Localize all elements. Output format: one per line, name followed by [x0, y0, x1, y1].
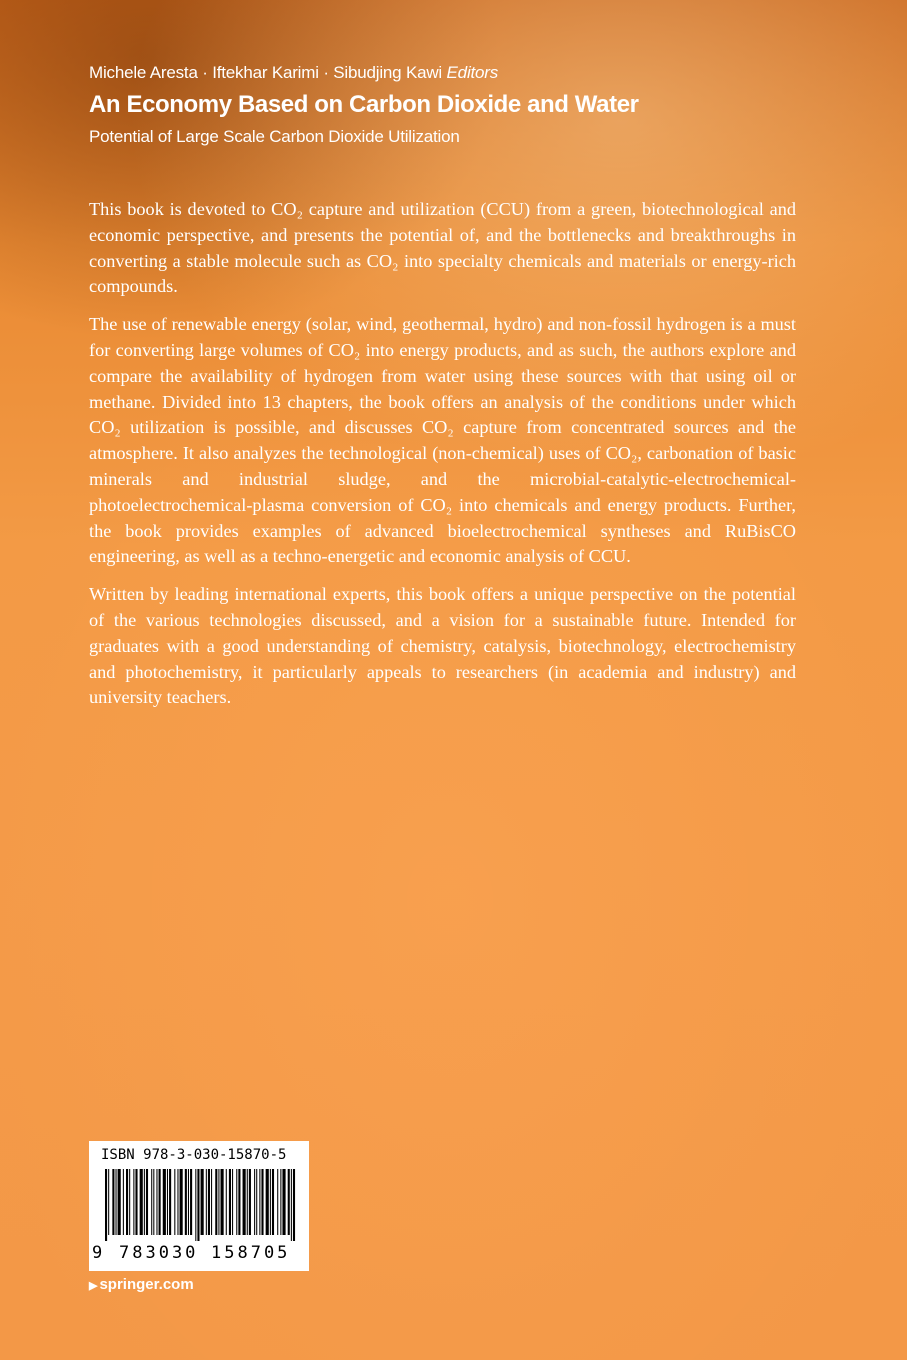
publisher-url: springer.com — [99, 1276, 194, 1293]
barcode-bar — [277, 1169, 278, 1235]
barcode-bar — [133, 1169, 134, 1235]
barcode-bar — [221, 1169, 224, 1235]
barcode-bar — [238, 1169, 240, 1235]
book-subtitle: Potential of Large Scale Carbon Dioxide Utilization — [89, 127, 460, 146]
barcode-bar — [188, 1169, 189, 1235]
barcode-bar — [256, 1169, 257, 1235]
editors-names: Michele Aresta · Iftekhar Karimi · Sibudjing Kawi — [89, 63, 443, 82]
barcode-bar — [195, 1169, 196, 1241]
description-paragraph-2: The use of renewable energy (solar, wind, geothermal, hydro) and non-fossil hydrogen is a must for converting large volumes of CO₂ into energy products, and as such, the authors explore and compare the availability of hydrogen from water using these sources with that using oil or methane. Divided into 13 chapters, the book offers an analysis of the conditions under which CO₂ utilization is possible, and discusses CO₂ capture from concentrated sources and the atmosphere. It also analyzes the technological (non-chemical) uses of CO₂, carbonation of basic minerals and industrial sludge, and the microbial-catalytic-electrochemical-photoelectrochemical-plasma conversion of CO₂ into chemicals and energy products. Further, the book provides examples of advanced bioelectrochemical syntheses and RuBisCO engineering, as well as a techno-energetic and economic analysis of CCU. — [89, 314, 796, 567]
barcode-bar — [108, 1169, 109, 1235]
isbn-label: ISBN 978-3-030-15870-5 — [101, 1147, 287, 1163]
barcode-bar — [197, 1169, 199, 1241]
barcode-bar — [180, 1169, 183, 1235]
barcode-bar — [282, 1169, 285, 1235]
barcode-bar — [218, 1169, 219, 1235]
barcode-bar — [266, 1169, 269, 1235]
barcode-bar — [129, 1169, 130, 1235]
barcode-bar — [201, 1169, 204, 1235]
barcode-bar — [123, 1169, 124, 1235]
barcode-bar — [118, 1169, 121, 1235]
barcode-bar — [270, 1169, 271, 1235]
barcode-bar — [247, 1169, 248, 1235]
barcode-bar — [156, 1169, 157, 1235]
barcode-bar — [211, 1169, 212, 1235]
barcode-bar — [243, 1169, 246, 1235]
barcode-bar — [151, 1169, 152, 1235]
barcode-bar — [126, 1169, 128, 1235]
barcode-bar — [293, 1169, 295, 1241]
barcode-bar — [208, 1169, 210, 1235]
barcode-bar — [146, 1169, 148, 1235]
barcode-bar — [167, 1169, 168, 1235]
barcode-bar — [174, 1169, 175, 1235]
barcode-bar — [236, 1169, 237, 1235]
barcode-bars — [99, 1169, 299, 1241]
barcode-bar — [261, 1169, 263, 1235]
barcode-bar — [135, 1169, 137, 1235]
barcode-bar — [116, 1169, 117, 1235]
barcode-bar — [185, 1169, 187, 1235]
barcode-bar — [229, 1169, 231, 1235]
barcode-bar — [112, 1169, 114, 1235]
barcode-bar — [144, 1169, 145, 1235]
barcode-bar — [254, 1169, 255, 1235]
barcode-bar — [153, 1169, 154, 1235]
barcode-bar — [140, 1169, 143, 1235]
ean-left-group: 783030 — [119, 1243, 199, 1263]
ean-right-group: 158705 — [211, 1243, 291, 1263]
barcode-bar — [280, 1169, 281, 1235]
barcode-bar — [259, 1169, 260, 1235]
barcode-bar — [190, 1169, 192, 1235]
ean-first-digit: 9 — [92, 1243, 103, 1263]
barcode-bar — [272, 1169, 274, 1235]
book-title: An Economy Based on Carbon Dioxide and Water — [89, 91, 639, 118]
ean-digits — [89, 1243, 309, 1267]
barcode-bar — [159, 1169, 161, 1235]
barcode-bar — [163, 1169, 166, 1235]
triangle-right-icon: ▶ — [89, 1280, 98, 1292]
publisher-link[interactable] — [89, 1276, 194, 1293]
isbn-barcode — [89, 1141, 309, 1271]
editors-line — [89, 63, 498, 83]
description-paragraph-3: Written by leading international experts, this book offers a unique perspective on the potential of the various technologies discussed, and a vision for a sustainable future. Intended for graduates with a good understanding of chemistry, catalysis, biotechnology, electrochemistry and photochemistry, it particularly appeals to researchers (in academia and industry) and university teachers. — [89, 584, 796, 708]
editors-role: Editors — [446, 63, 499, 82]
barcode-bar — [206, 1169, 207, 1235]
barcode-bar — [169, 1169, 171, 1235]
description-paragraph-1: This book is devoted to CO₂ capture and utilization (CCU) from a green, biotechnological and economic perspective, and presents the potential of, and the bottlenecks and breakthroughs in converting a stable molecule such as CO₂ into specialty chemicals and materials or energy-rich compounds. — [89, 199, 796, 297]
barcode-bar — [215, 1169, 217, 1235]
book-description — [89, 197, 796, 723]
barcode-bar — [288, 1169, 290, 1235]
barcode-bar — [226, 1169, 227, 1235]
barcode-bar — [105, 1169, 107, 1241]
barcode-bar — [249, 1169, 251, 1235]
barcode-bar — [177, 1169, 178, 1235]
barcode-bar — [291, 1169, 292, 1241]
barcode-bar — [232, 1169, 233, 1235]
